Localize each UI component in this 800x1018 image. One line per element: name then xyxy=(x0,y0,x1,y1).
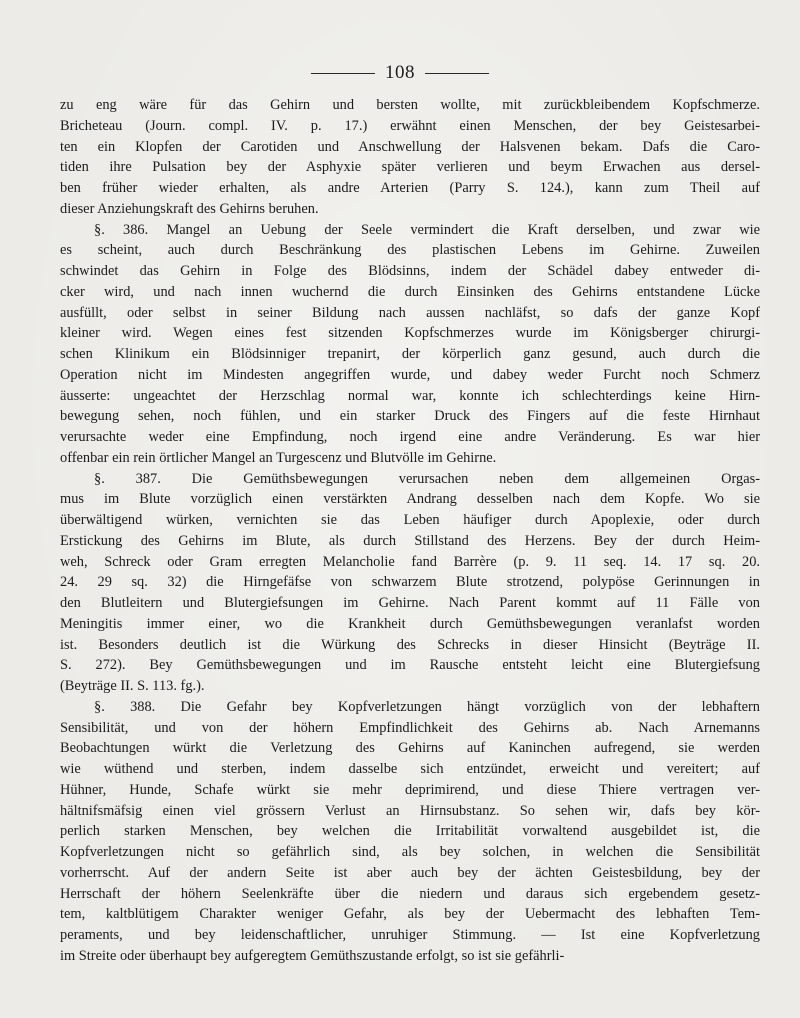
text-line: Herrschaft der höhern Seelenkräfte über die niedern und daraus sich ergebendem gesetz- xyxy=(60,885,760,902)
text-line: weh, Schreck oder Gram erregten Melancholie fand Barrère (p. 9. 11 seq. 14. 17 sq. 20. xyxy=(60,553,760,570)
text-line: peraments, und bey leidenschaftlicher, unruhiger Stimmung. — Ist eine Kopfverletzung xyxy=(60,927,760,943)
page-number: 108 xyxy=(385,62,415,83)
text-line: S. 272). Bey Gemüthsbewegungen und im Rausche entsteht leicht eine Blutergiefsung xyxy=(60,657,760,674)
text-line: Sensibilität, und von der höhern Empfindlichkeit des Gehirns ab. Nach Arnemanns xyxy=(60,719,760,736)
text-line: 24. 29 sq. 32) die Hirngefäfse von schwarzem Blute strotzend, polypöse Gerinnungen in xyxy=(60,574,760,591)
text-line: ten ein Klopfen der Carotiden und Anschwellung der Halsvenen bekam. Dafs die Caro- xyxy=(60,138,760,155)
text-line: §. 387. Die Gemüthsbewegungen verursachen neben dem allgemeinen Orgas- xyxy=(94,470,760,487)
text-line: perlich starken Menschen, bey welchen die Irritabilität vorwaltend ausgebildet ist, die xyxy=(60,823,760,840)
text-line: den Blutleitern und Blutergiefsungen im Gehirne. Nach Parent kommt auf 11 Fälle von xyxy=(60,595,760,611)
text-line: tem, kaltblütigem Charakter weniger Gefahr, als bey der Uebermacht des lebhaften Tem- xyxy=(60,906,760,923)
text-line: tiden ihre Pulsation bey der Asphyxie später verlieren und beym Erwachen aus dersel- xyxy=(60,159,760,176)
text-line: überwältigend würken, vernichten sie das Leben häufiger durch Apoplexie, oder durch xyxy=(60,512,760,528)
text-line: äusserte: ungeachtet der Herzschlag normal war, konnte ich schlechterdings keine Hirn- xyxy=(60,387,760,404)
text-line: zu eng wäre für das Gehirn und bersten wollte, mit zurückbleibendem Kopfschmerze. xyxy=(60,97,760,113)
text-line: ben früher wieder erhalten, als andre Arterien (Parry S. 124.), kann zum Theil auf xyxy=(60,180,760,196)
text-line: schwindet das Gehirn in Folge des Blödsinns, indem der Schädel dabey entweder di- xyxy=(60,263,760,279)
text-line: bewegung sehen, noch fühlen, und ein starker Druck des Fingers auf die feste Hirnhaut xyxy=(60,408,760,425)
text-line: im Streite oder überhaupt bey aufgeregtem Gemüthszustande erfolgt, so ist sie gefährli- xyxy=(60,947,565,964)
text-line: Erstickung des Gehirns im Blute, als durch Stillstand des Herzens. Bey der durch Heim- xyxy=(60,532,760,549)
text-line: dieser Anziehungskraft des Gehirns beruhen. xyxy=(60,200,319,217)
text-line: §. 386. Mangel an Uebung der Seele vermindert die Kraft derselben, und zwar wie xyxy=(94,221,760,238)
body-text xyxy=(60,95,760,967)
text-line: cker wird, und nach innen wuchernd die durch Einsinken des Gehirns entstandene Lücke xyxy=(60,283,760,300)
text-line: Operation nicht im Mindesten angegriffen wurde, und dabey weder Furcht noch Schmerz xyxy=(60,366,760,383)
text-line: vorherrscht. Auf der andern Seite ist aber auch bey der ächten Geistesbildung, bey der xyxy=(60,864,760,881)
text-line: wie wüthend und sterben, indem dasselbe sich entzündet, erweicht und vereitert; auf xyxy=(60,761,760,777)
text-line: Beobachtungen würkt die Verletzung des Gehirns auf Kaninchen aufregend, sie werden xyxy=(60,740,760,757)
text-line: §. 388. Die Gefahr bey Kopfverletzungen hängt vorzüglich von der lebhaftern xyxy=(94,698,760,715)
paragraph xyxy=(60,95,760,220)
text-line: schen Klinikum ein Blödsinniger trepanirt, der körperlich ganz gesund, auch durch die xyxy=(60,346,760,362)
text-line: ausfüllt, oder selbst in seiner Bildung nach aussen nachläfst, so dafs der ganze Kopf xyxy=(60,304,760,321)
text-line: Kopfverletzungen nicht so gefährlich sind, als bey solchen, in welchen die Sensibilität xyxy=(60,844,760,860)
text-line: es scheint, auch durch Beschränkung des plastischen Lebens im Gehirne. Zuweilen xyxy=(60,242,760,259)
paragraph xyxy=(60,220,760,469)
header-rule-right xyxy=(425,73,489,74)
text-line: Bricheteau (Journ. compl. IV. p. 17.) erwähnt einen Menschen, der bey Geistesarbei- xyxy=(60,117,760,134)
text-line: ist. Besonders deutlich ist die Würkung des Schrecks in dieser Hinsicht (Beyträge II. xyxy=(60,636,760,653)
paragraph xyxy=(60,469,760,697)
header-rule-left xyxy=(311,73,375,74)
text-line: mus im Blute vorzüglich einen verstärkten Andrang desselben nach dem Kopfe. Wo sie xyxy=(60,491,760,508)
text-line: hältnifsmäfsig einen viel grössern Verlust an Hirnsubstanz. So sehen wir, dafs bey kör- xyxy=(60,802,760,819)
text-line: Hühner, Hunde, Schafe würkt sie mehr deprimirend, und diese Thiere vertragen ver- xyxy=(60,781,760,798)
page-header xyxy=(0,62,800,84)
text-line: verursachte weder eine Empfindung, noch irgend eine andre Veränderung. Es war hier xyxy=(60,429,760,445)
text-line: (Beyträge II. S. 113. fg.). xyxy=(60,678,205,694)
text-line: kleiner wird. Wegen eines fest sitzenden Kopfschmerzes wurde im Königsberger chirurgi- xyxy=(60,325,760,342)
text-line: offenbar ein rein örtlicher Mangel an Turgescenz und Blutvölle im Gehirne. xyxy=(60,449,497,466)
text-line: Meningitis immer einer, wo die Krankheit durch Gemüthsbewegungen veranlafst worden xyxy=(60,615,760,632)
paragraph xyxy=(60,697,760,967)
